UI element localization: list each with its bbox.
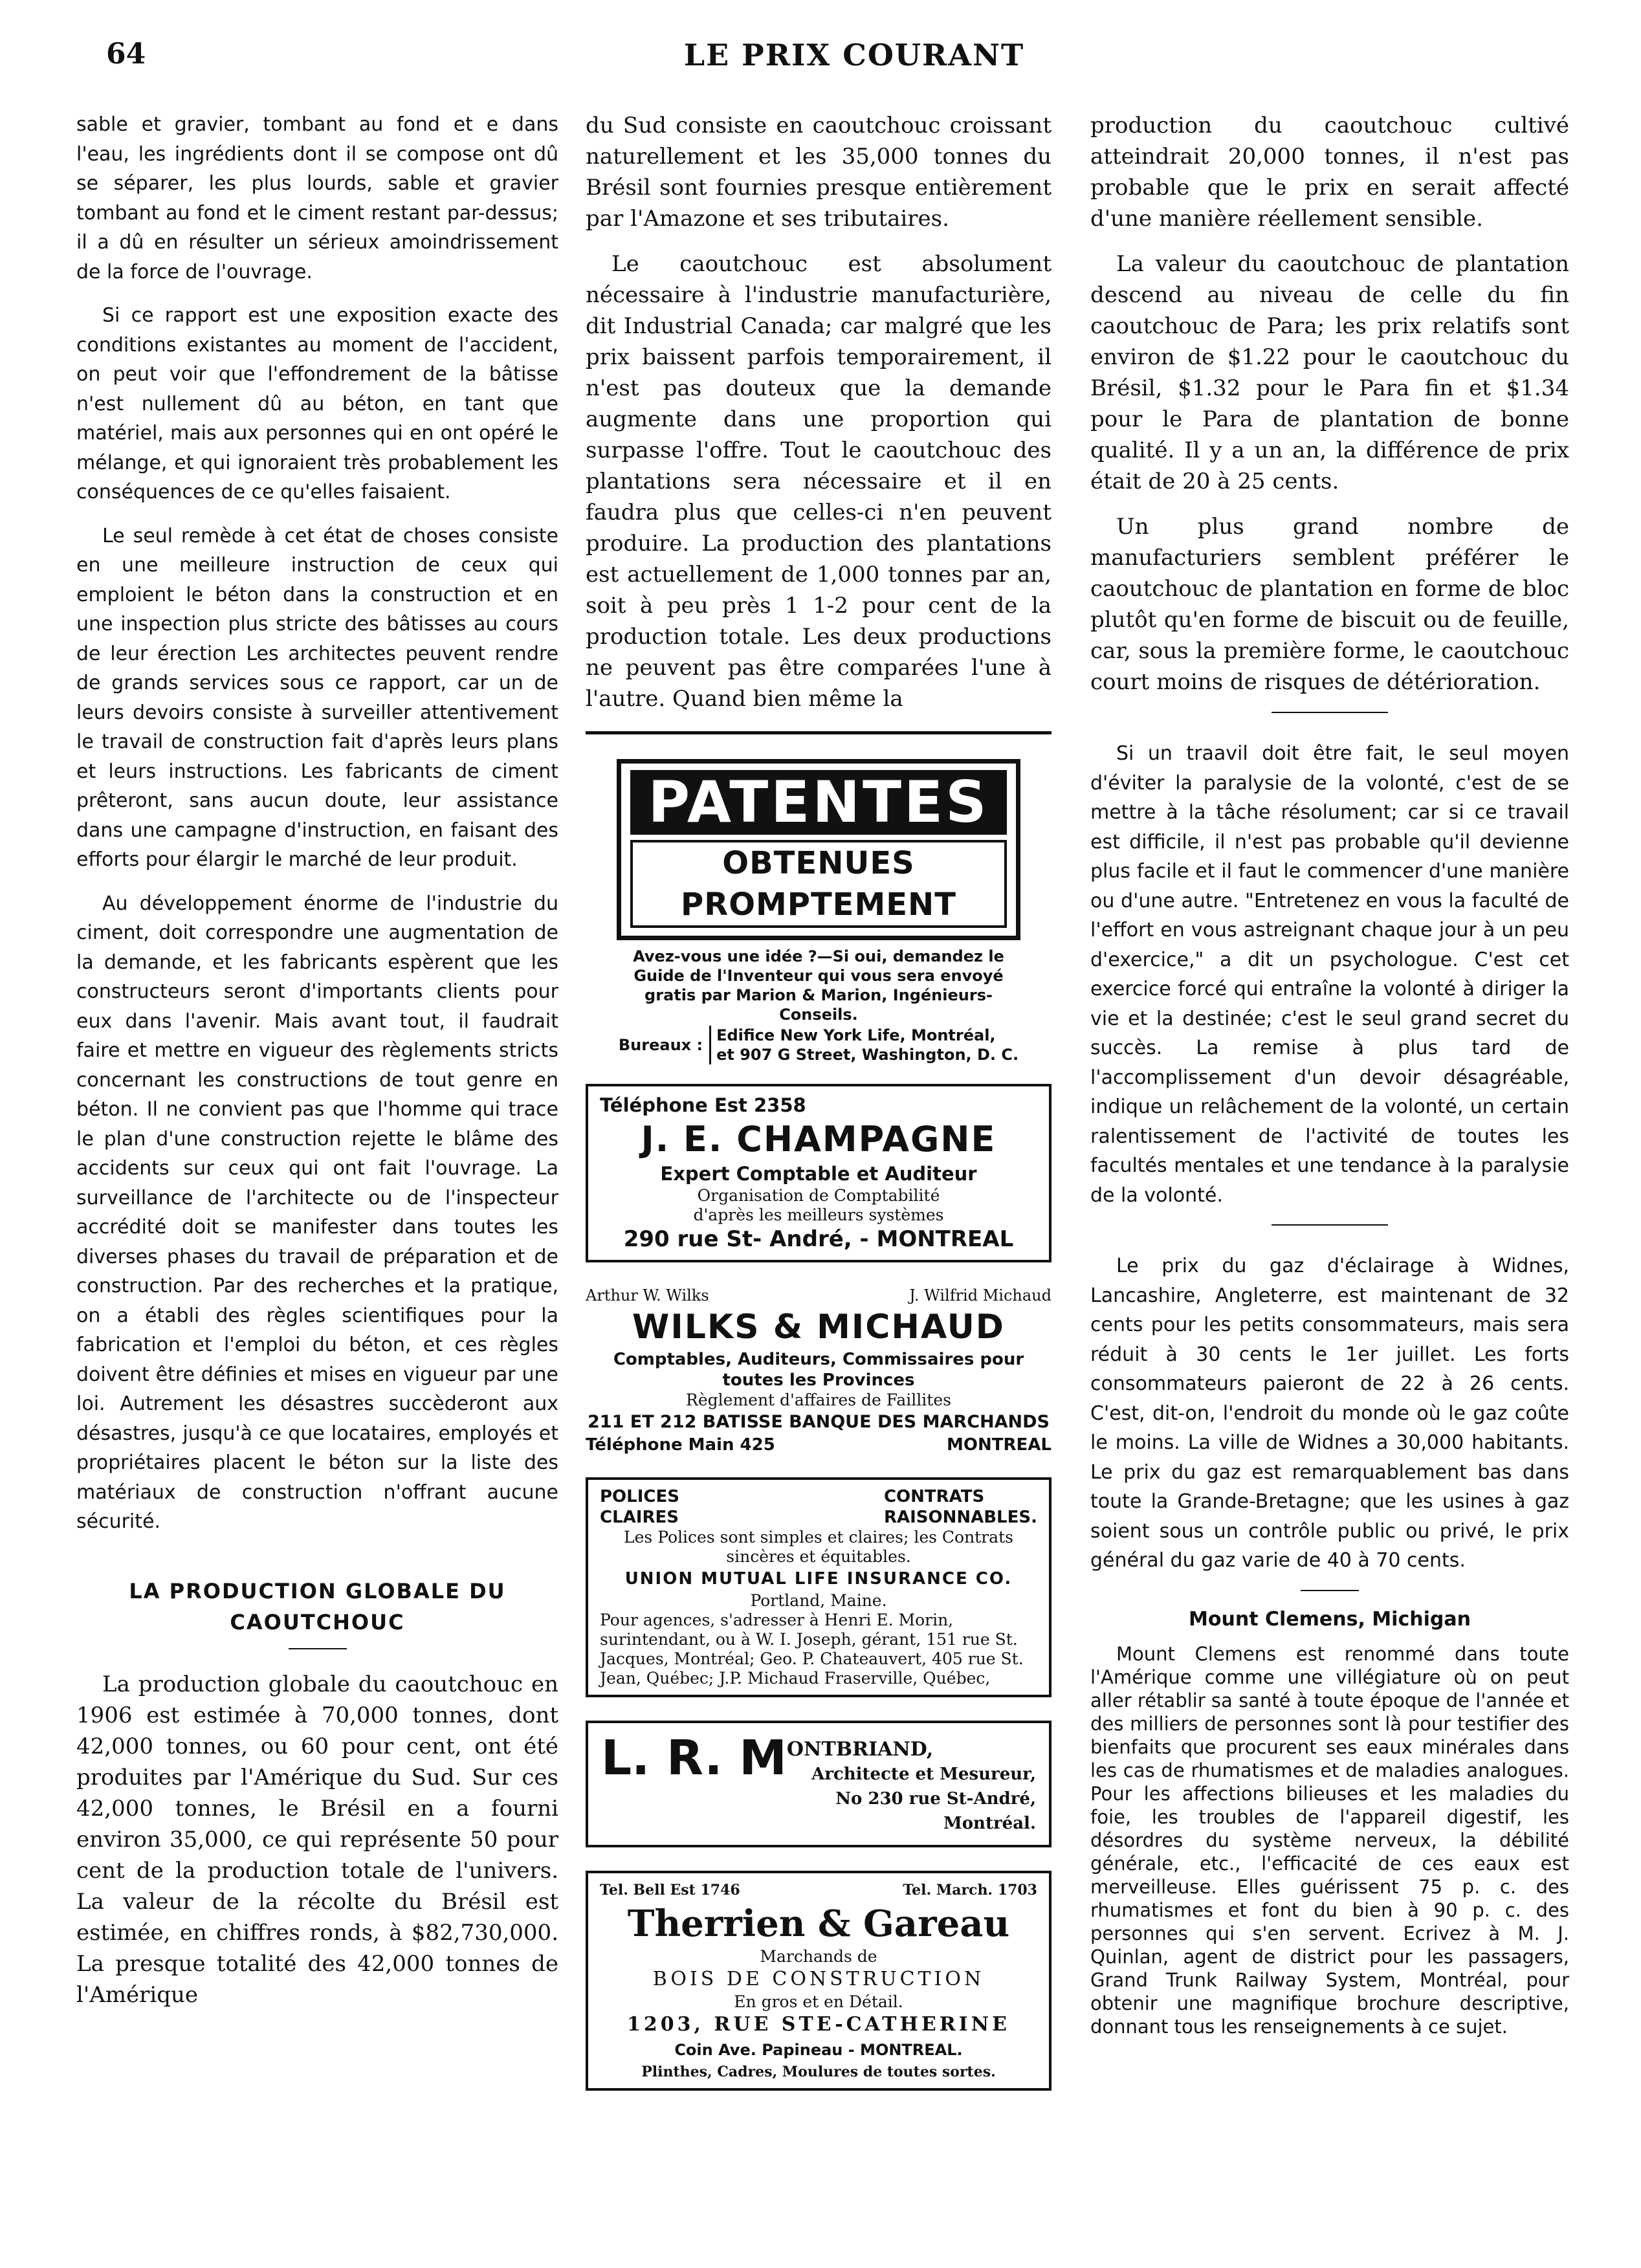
therrien-corner: Coin Ave. Papineau - MONTREAL. [674, 2041, 963, 2059]
union-heading: CONTRATS [883, 1487, 985, 1506]
patentes-bureaux [611, 1026, 1026, 1064]
article-paragraph: Le prix du gaz d'éclairage à Widnes, Lancashire, Angleterre, est maintenant de 32 cents pour les petits consommateurs, mais sera réduit à 30 cents le 1er juillet. Les forts consommateurs paieront de 22 à 26 cents. C'est, dit-on, l'endroit du monde où le gaz coûte le moins. La ville de Widnes a 30,000 habitants. Le prix du gaz est remarquablement bas dans toute la Grande-Bretagne; que les usines à gaz soient sous un contrôle public ou privé, le prix général du gaz varie de 40 à 70 cents. [1090, 1255, 1569, 1572]
publication-title: LE PRIX COURANT [683, 38, 1025, 72]
section-title: LA PRODUCTION GLOBALE DU CAOUTCHOUC [129, 1578, 506, 1635]
union-company: UNION MUTUAL LIFE INSURANCE CO. [624, 1569, 1013, 1589]
wilks-line: Comptables, Auditeurs, Commissaires pour toutes les Provinces [613, 1350, 1024, 1390]
therrien-footer: Plinthes, Cadres, Moulures de toutes sortes. [641, 2064, 996, 2080]
column-3 [1090, 110, 1569, 2053]
union-place: Portland, Maine. [750, 1591, 887, 1610]
article-paragraph: production du caoutchouc cultivé atteindrait 20,000 tonnes, il n'est pas probable que le prix en serait affecté d'une manière réellement sensible. [1090, 113, 1569, 232]
column-2 [586, 110, 1052, 2114]
montbriand-line: No 230 rue St-André, [835, 1789, 1036, 1809]
article-paragraph: Un plus grand nombre de manufacturiers semblent préférer le caoutchouc de plantation en forme de bloc plutôt qu'en forme de biscuit ou de feuille, car, sous la première forme, le caoutchouc court moins de risques de détérioration. [1090, 514, 1569, 695]
patentes-subheading: OBTENUES PROMPTEMENT [630, 840, 1007, 928]
article-paragraph: Mount Clemens est renommé dans toute l'Amérique comme une villégiature où on peut aller rétablir sa santé à toute époque de l'année et des milliers de personnes sont là pour testifier des bienfaits que procurent ses eaux minérales dans les cas de rhumatismes et de maladies analogues. Pour les affections bilieuses et les maladies du foie, les troubles de l'appareil digestif, les désordres du système nerveux, la débilité générale, etc., l'efficacité de ces eaux est merveilleuse. Elles guérissent 75 p. c. des rhumatismes et font du bien à 90 p. c. des personnes qui s'en servent. Ecrivez à M. J. Quinlan, agent de district pour les passagers, Grand Trunk Railway System, Montréal, pour obtenir une magnifique brochure descriptive, donnant tous les renseignements à ce sujet. [1090, 1642, 1569, 2038]
article-paragraph: La production globale du caoutchouc en 1906 est estimée à 70,000 tonnes, dont 42,000 tonnes, ou 60 pour cent, ont été produites par l'Amérique du Sud. Sur ces 42,000 tonnes, le Brésil en a fourni environ 35,000, ce qui représente 50 pour cent de la production totale de l'univers. La valeur de la récolte du Brésil est estimée, en chiffres ronds, à $82,730,000. La presque totalité des 42,000 tonnes de l'Amérique [76, 1671, 558, 2008]
champagne-title: Expert Comptable et Auditeur [660, 1163, 977, 1185]
wilks-name: WILKS & MICHAUD [632, 1308, 1005, 1347]
article-paragraph: Si ce rapport est une exposition exacte des conditions existantes au moment de l'accident, on peut voir que l'effondrement de la bâtisse n'est nullement dû au béton, en tant que matériel, mais aux personnes qui en ont opéré le mélange, et qui ignoraient très probablement les conséquences de ce qu'elles faisaient. [76, 304, 558, 503]
union-heading: POLICES [600, 1487, 679, 1506]
patentes-heading: PATENTES [630, 770, 1007, 835]
therrien-detail: En gros et en Détail. [734, 1992, 903, 2011]
wilks-contact [586, 1435, 1052, 1455]
montbriand-text [787, 1732, 1036, 1836]
therrien-name: Therrien & Gareau [627, 1902, 1010, 1945]
champagne-address: 290 rue St- André, - MONTREAL [623, 1226, 1014, 1252]
article-paragraph: du Sud consiste en caoutchouc croissant naturellement et les 35,000 tonnes du Brésil sont fournies presque entièrement par l'Amazone et ses tributaires. [586, 113, 1052, 232]
therrien-trade: BOIS DE CONSTRUCTION [652, 1968, 985, 1990]
article-paragraph: Le seul remède à cet état de choses consiste en une meilleure instruction de ceux qui emploient le béton dans la construction et en une inspection plus stricte des bâtisses au cours de leur érection Les architectes peuvent rendre de grands services sous ce rapport, car un de leurs devoirs consiste à surveiller attentivement le travail de construction fait d'après leurs plans et leurs instructions. Les fabricants de ciment prêteront, sans aucun doute, leur assistance dans une campagne d'instruction, en faisant des efforts pour élargir le marché de leur produit. [76, 524, 558, 871]
partner-name: Arthur W. Wilks [586, 1286, 709, 1305]
ad-therrien-gareau [586, 1871, 1052, 2091]
article-paragraph: sable et gravier, tombant au fond et e dans l'eau, les ingrédients dont il se compose ont dû se séparer, les plus lourds, sable et gravier tombant au fond et le ciment restant par-dessus; il a dû en résulter un sérieux amoindrissement de la force de l'ouvrage. [76, 113, 558, 283]
montbriand-logo: L. R. M [601, 1730, 787, 1786]
section-divider [1301, 1590, 1359, 1591]
bureau-address: Edifice New York Life, Montréal, [716, 1026, 996, 1044]
union-header [600, 1486, 1037, 1528]
champagne-line: Organisation de Comptabilité [697, 1186, 940, 1205]
wilks-tel: Téléphone Main 425 [586, 1435, 775, 1455]
therrien-tels [600, 1880, 1037, 1900]
union-right [884, 1486, 1037, 1528]
partner-names [586, 1286, 1052, 1305]
therrien-sub: Marchands de [760, 1947, 877, 1966]
union-line: Les Polices sont simples et claires; les Contrats sincères et équitables. [624, 1528, 1013, 1566]
bureaux-list [709, 1026, 1019, 1064]
ad-patentes [586, 759, 1052, 1064]
section-title: Mount Clemens, Michigan [1189, 1607, 1471, 1631]
partner-name: J. Wilfrid Michaud [909, 1286, 1052, 1305]
section-divider [1272, 1224, 1388, 1226]
union-left [600, 1486, 679, 1528]
column-1 [76, 110, 558, 2025]
ad-montbriand [586, 1721, 1052, 1847]
champagne-name: J. E. CHAMPAGNE [641, 1119, 997, 1160]
ad-champagne [586, 1084, 1052, 1262]
page-header [104, 38, 1605, 83]
ads-divider [586, 731, 1052, 734]
wilks-city: MONTREAL [947, 1435, 1052, 1455]
patentes-text: Avez-vous une idée ?—Si oui, demandez le Guide de l'Inventeur qui vous sera envoyé gratis par Marion & Marion, Ingénieurs-Conseils. [633, 947, 1004, 1024]
page-number: 64 [106, 38, 146, 71]
section-divider [289, 1648, 347, 1649]
wilks-address: 211 ET 212 BATISSE BANQUE DES MARCHANDS [588, 1412, 1050, 1432]
champagne-line: d'après les meilleurs systèmes [693, 1206, 944, 1224]
montbriand-name: ONTBRIAND, [786, 1738, 934, 1761]
bureau-address: et 907 G Street, Washington, D. C. [716, 1046, 1019, 1064]
article-paragraph: Si un traavil doit être fait, le seul moyen d'éviter la paralysie de la volonté, c'est de se mettre à la tâche résolument; car si ce travail est difficile, il n'est pas probable qu'il devienne plus facile et il faut le commencer d'une manière ou d'une autre. "Entretenez en vous la faculté de l'effort en vous astreignant chaque jour à un peu d'exercice," a dit un psychologue. C'est cet exercice forcé qui entraîne la volonté à diriger la vie et la destinée; c'est le seul grand secret du succès. La remise à plus tard de l'accomplissement d'un devoir désagréable, indique un relâchement de la volonté, un certain ralentissement de l'activité de toutes les facultés mentales et une tendance à la paralysie de la volonté. [1090, 742, 1569, 1207]
union-heading: CLAIRES [600, 1508, 679, 1527]
wilks-line: Règlement d'affaires de Faillites [686, 1391, 951, 1409]
union-heading: RAISONNABLES. [883, 1508, 1037, 1527]
ad-wilks-michaud [586, 1286, 1052, 1455]
therrien-address: 1203, RUE STE-CATHERINE [627, 2013, 1010, 2036]
article-paragraph: La valeur du caoutchouc de plantation descend au niveau de celle du fin caoutchouc de Para; les prix relatifs sont environ de $1.22 pour le caoutchouc du Brésil, $1.32 pour le Para fin et $1.34 pour le Para de plantation de bonne qualité. Il y a un an, la différence de prix était de 20 à 25 cents. [1090, 251, 1569, 494]
champagne-tel: Téléphone Est 2358 [600, 1094, 806, 1116]
section-divider [1272, 712, 1388, 713]
union-agents: Pour agences, s'adresser à Henri E. Morin, surintendant, ou à W. I. Joseph, gérant, 151 rue St. Jacques, Montréal; Geo. P. Chateauvert, 405 rue St. Jean, Québec; J.P. Michaud Fraserville, Québec, [600, 1611, 1024, 1688]
article-paragraph: Le caoutchouc est absolument nécessaire à l'industrie manufacturière, dit Industrial Canada; car malgré que les prix baissent parfois temporairement, il n'est pas douteux que la demande augmente dans une proportion qui surpasse l'offre. Tout le caoutchouc des plantations sera nécessaire et il en faudra plus que celles-ci n'en peuvent produire. La production des plantations est actuellement de 1,000 tonnes par an, soit à peu près 1 1-2 pour cent de la production totale. Les deux productions ne peuvent pas être comparées l'une à l'autre. Quand bien même la [586, 251, 1052, 712]
bureaux-label: Bureaux : [618, 1036, 703, 1054]
therrien-tel: Tel. March. 1703 [903, 1882, 1037, 1899]
therrien-tel: Tel. Bell Est 1746 [600, 1882, 740, 1899]
montbriand-line: Architecte et Mesureur, [811, 1765, 1036, 1784]
patentes-logo [617, 759, 1020, 940]
ad-union-mutual [586, 1477, 1052, 1697]
montbriand-line: Montréal. [943, 1814, 1036, 1833]
article-paragraph: Au développement énorme de l'industrie du ciment, doit correspondre une augmentation de la demande, et les fabricants espèrent que les constructeurs seront d'importants clients pour eux dans l'avenir. Mais avant tout, il faudrait faire et mettre en vigueur des règlements stricts concernant les constructions de tout genre en béton. Il ne convient pas que l'homme qui trace le plan d'une construction rejette le blâme des accidents sur ceux qui ont fait l'ouvrage. La surveillance de l'architecte ou de l'inspecteur accrédité doit se manifester dans toutes les diverses phases du travail de préparation et de construction. Par des recherches et la pratique, on a établi des règles scientifiques pour la fabrication et l'emploi du béton, et ces règles doivent être définies et mises en vigueur par une loi. Autrement les désastres succèderont aux désastres, jusqu'à ce que locataires, employés et propriétaires placent le béton sur la liste des matériaux de construction n'offrant aucune sécurité. [76, 892, 558, 1533]
